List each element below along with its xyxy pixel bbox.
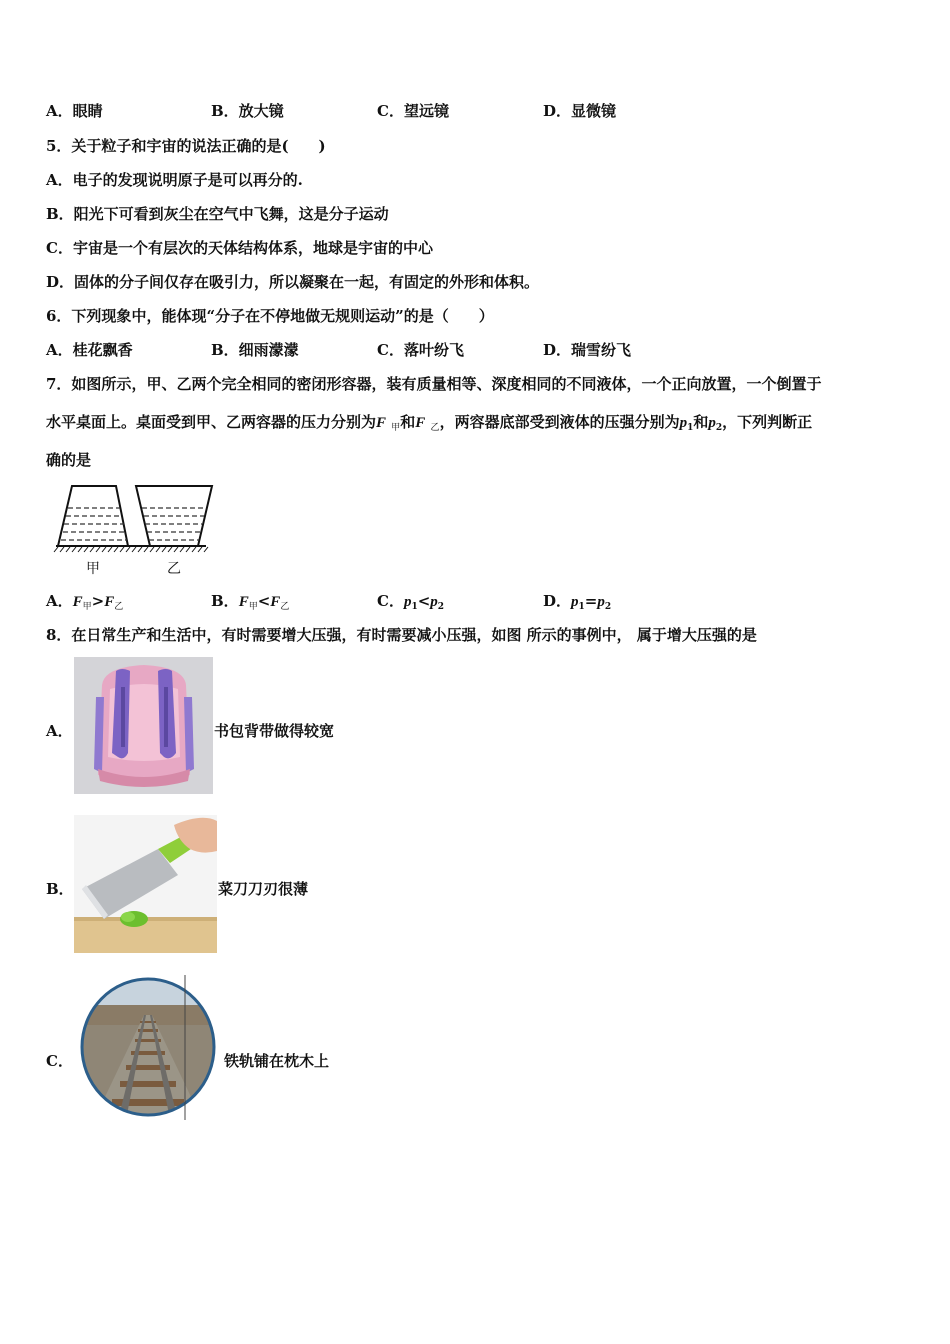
q6-option-b: B．细雨濛濛 bbox=[211, 341, 299, 359]
q4-option-c: C．望远镜 bbox=[377, 102, 449, 120]
table-hatch bbox=[54, 547, 208, 552]
q7-line3: 确的是 bbox=[46, 451, 92, 469]
q7-option-b: B．$F_甲<F_乙$ bbox=[211, 592, 290, 612]
q6-stem: 6．下列现象中，能体现“分子在不停地做无规则运动”的是（ ） bbox=[46, 307, 494, 325]
q8-option-b-label: B． bbox=[46, 880, 74, 898]
q8-option-b-caption: 菜刀刀刃很薄 bbox=[218, 880, 309, 898]
q5-option-d: D．固体的分子间仅存在吸引力，所以凝聚在一起，有固定的外形和体积。 bbox=[46, 273, 540, 291]
railway-image bbox=[78, 975, 218, 1120]
q6-option-a: A．桂花飘香 bbox=[46, 341, 133, 359]
q4-option-b: B．放大镜 bbox=[211, 102, 284, 120]
q5-option-a: A．电子的发现说明原子是可以再分的. bbox=[46, 171, 303, 189]
q5-option-c: C．宇宙是一个有层次的天体结构体系，地球是宇宙的中心 bbox=[46, 239, 433, 257]
q8-option-a-label: A． bbox=[46, 722, 73, 740]
fig-label-jia: 甲 bbox=[86, 561, 100, 577]
liquid-jia bbox=[61, 508, 127, 540]
q5-option-b: B．阳光下可看到灰尘在空气中飞舞，这是分子运动 bbox=[46, 205, 389, 223]
q7-containers-figure bbox=[46, 480, 226, 580]
fig-label-yi: 乙 bbox=[167, 561, 181, 577]
q7-line1: 7．如图所示，甲、乙两个完全相同的密闭形容器，装有质量相等、深度相同的不同液体，一个正向放置，一个倒置于 bbox=[46, 375, 822, 393]
backpack-image bbox=[74, 657, 213, 794]
q8-option-a-caption: 书包背带做得较宽 bbox=[214, 722, 335, 740]
q5-stem: 5．关于粒子和宇宙的说法正确的是( ) bbox=[46, 137, 326, 155]
q6-option-d: D．瑞雪纷飞 bbox=[543, 341, 632, 359]
q6-option-c: C．落叶纷飞 bbox=[377, 341, 464, 359]
q8-option-c-label: C． bbox=[46, 1052, 73, 1070]
cleaver-image bbox=[74, 815, 217, 953]
q7-option-a: A．$F_甲>F_乙$ bbox=[46, 592, 124, 612]
q7-line2: 水平桌面上。桌面受到甲、乙两容器的压力分别为F $_甲$和F $_乙$，两容器底部受到液体的压强分别为$p_1$和$p_2$，下列判断正 bbox=[46, 413, 813, 433]
q7-option-c: C．$p_1<p_2$ bbox=[377, 592, 445, 612]
liquid-yi bbox=[142, 508, 206, 540]
q7-option-d: D．$p_1=p_2$ bbox=[543, 592, 612, 612]
q4-option-a: A．眼睛 bbox=[46, 102, 103, 120]
q8-stem: 8．在日常生产和生活中，有时需要增大压强，有时需要减小压强，如图 所示的事例中， 属于增大压强的是 bbox=[46, 626, 757, 644]
q4-option-d: D．显微镜 bbox=[543, 102, 617, 120]
q8-option-c-caption: 铁轨铺在枕木上 bbox=[224, 1052, 330, 1070]
